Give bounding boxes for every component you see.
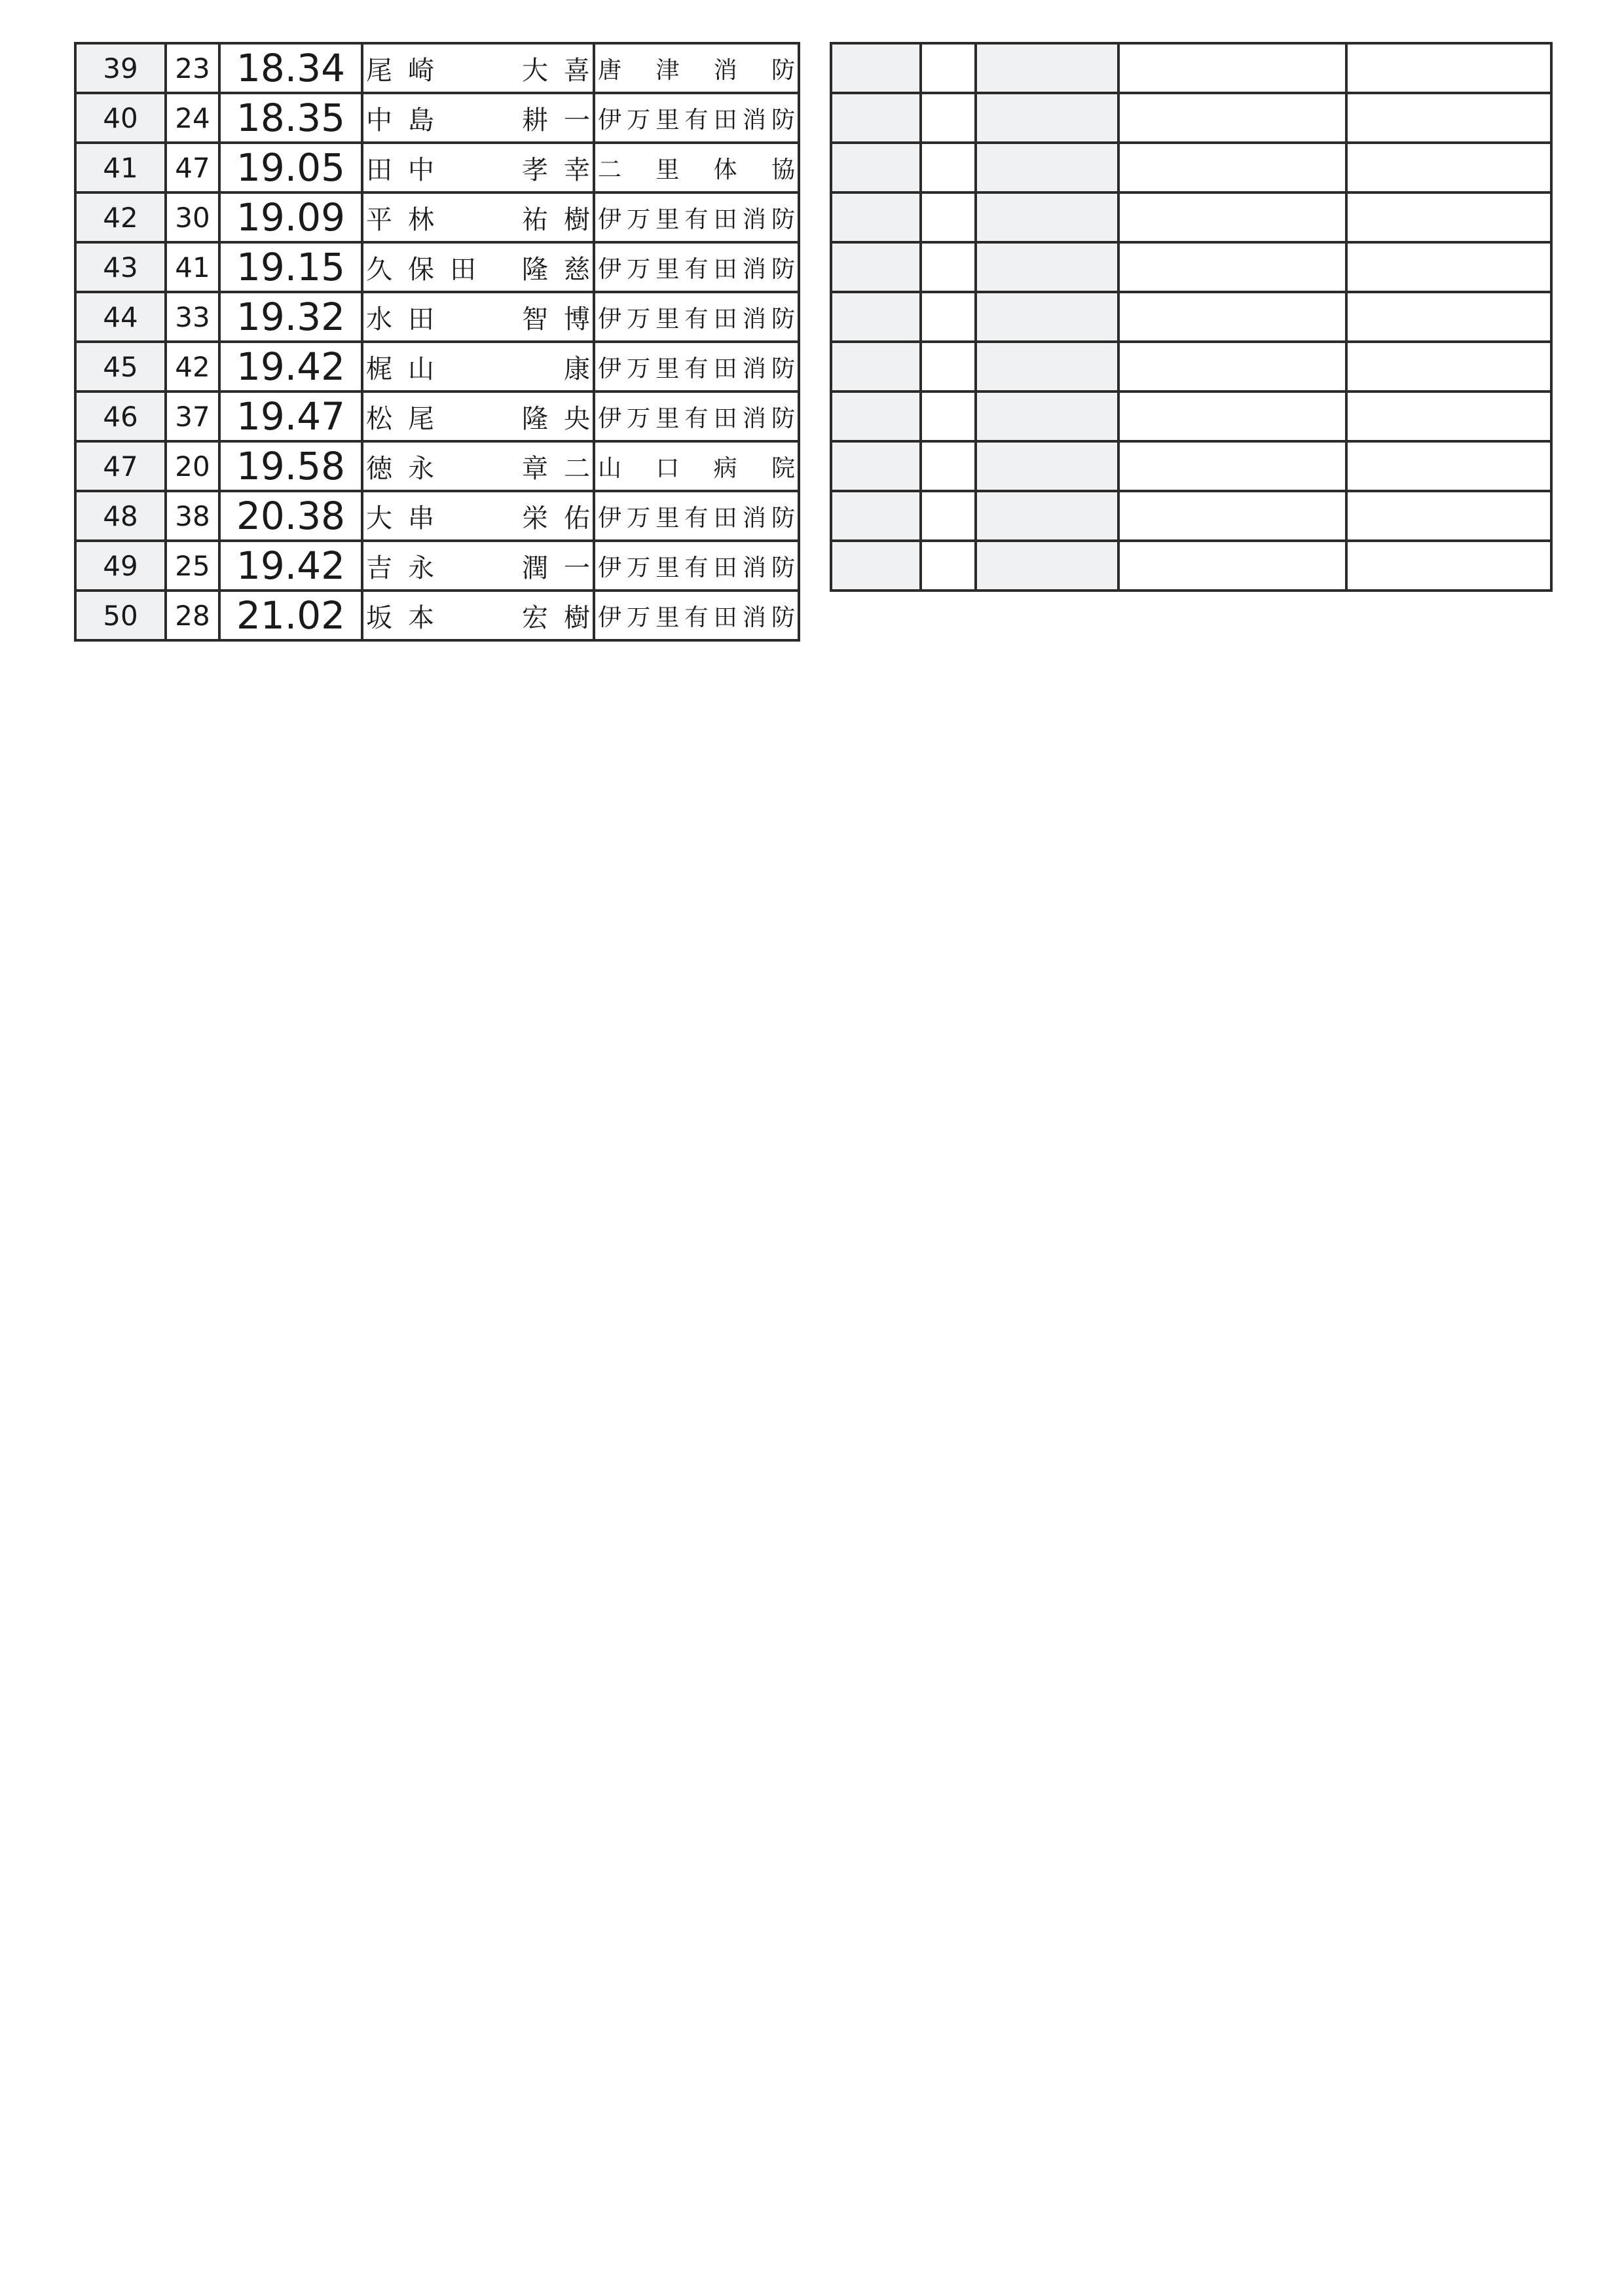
runner-name-cell [362, 93, 594, 143]
runner-name-cell [362, 591, 594, 640]
empty-cell [831, 392, 921, 441]
finish-time-cell [219, 43, 362, 93]
result-row [75, 591, 799, 640]
empty-cell [921, 143, 976, 192]
rank-text: 46 [103, 400, 138, 433]
runner-name-cell [362, 342, 594, 392]
rank-cell [75, 292, 166, 342]
team-cell [594, 93, 799, 143]
empty-row [831, 192, 1551, 242]
finish-time-cell [219, 342, 362, 392]
empty-cell [1118, 491, 1346, 541]
result-row [75, 541, 799, 591]
results-table [74, 42, 800, 642]
finish-time-cell [219, 143, 362, 192]
bib-number-text: 23 [175, 52, 210, 84]
team-text: 伊 万 里 有 田 消 防 [598, 106, 795, 134]
empty-cell [976, 43, 1118, 93]
rank-text: 40 [103, 101, 138, 134]
finish-time-cell [219, 591, 362, 640]
empty-cell [921, 441, 976, 491]
empty-cell [1346, 93, 1551, 143]
empty-row [831, 342, 1551, 392]
empty-cell [921, 242, 976, 292]
empty-cell [831, 491, 921, 541]
rank-cell [75, 242, 166, 292]
empty-cell [1118, 392, 1346, 441]
team-text: 伊 万 里 有 田 消 防 [598, 554, 795, 581]
rank-text: 39 [103, 52, 138, 84]
empty-row [831, 143, 1551, 192]
runner-name-text: 中 島 耕 一 [366, 105, 590, 136]
finish-time-text: 20.38 [236, 494, 346, 538]
finish-time-text: 19.58 [236, 444, 346, 488]
result-row [75, 242, 799, 292]
bib-number-cell [166, 192, 219, 242]
finish-time-text: 19.05 [236, 145, 346, 190]
team-cell [594, 342, 799, 392]
finish-time-cell [219, 242, 362, 292]
empty-cell [976, 192, 1118, 242]
rank-cell [75, 143, 166, 192]
empty-cell [1118, 342, 1346, 392]
rank-cell [75, 591, 166, 640]
runner-name-cell [362, 441, 594, 491]
empty-cell [921, 43, 976, 93]
empty-cell [921, 342, 976, 392]
empty-results-table-body [831, 43, 1551, 591]
empty-cell [976, 541, 1118, 591]
finish-time-text: 19.42 [236, 344, 346, 389]
rank-text: 44 [103, 301, 138, 333]
empty-cell [831, 242, 921, 292]
result-row [75, 43, 799, 93]
rank-text: 42 [103, 201, 138, 234]
rank-cell [75, 192, 166, 242]
result-row [75, 491, 799, 541]
rank-cell [75, 491, 166, 541]
runner-name-text: 水 田 智 博 [366, 304, 590, 335]
bib-number-text: 33 [175, 301, 210, 333]
empty-cell [1118, 441, 1346, 491]
rank-cell [75, 541, 166, 591]
bib-number-text: 28 [175, 599, 210, 632]
finish-time-text: 21.02 [236, 593, 346, 638]
runner-name-cell [362, 43, 594, 93]
empty-row [831, 93, 1551, 143]
empty-cell [1346, 491, 1551, 541]
rank-text: 49 [103, 549, 138, 582]
team-text: 唐 津 消 防 [598, 56, 795, 84]
runner-name-text: 尾 崎 大 喜 [366, 55, 590, 86]
finish-time-text: 18.34 [236, 46, 346, 90]
team-text: 伊 万 里 有 田 消 防 [598, 504, 795, 532]
empty-cell [1118, 93, 1346, 143]
empty-cell [831, 192, 921, 242]
bib-number-text: 24 [175, 101, 210, 134]
team-text: 二 里 体 協 [598, 156, 795, 183]
team-text: 伊 万 里 有 田 消 防 [598, 355, 795, 382]
finish-time-text: 18.35 [236, 96, 346, 140]
finish-time-cell [219, 93, 362, 143]
finish-time-cell [219, 292, 362, 342]
bib-number-text: 47 [175, 151, 210, 184]
empty-cell [976, 491, 1118, 541]
bib-number-cell [166, 143, 219, 192]
team-cell [594, 591, 799, 640]
bib-number-text: 30 [175, 201, 210, 234]
team-cell [594, 541, 799, 591]
empty-cell [1118, 143, 1346, 192]
empty-row [831, 441, 1551, 491]
runner-name-text: 大 串 栄 佑 [366, 503, 590, 534]
empty-cell [1346, 342, 1551, 392]
empty-cell [831, 93, 921, 143]
empty-row [831, 541, 1551, 591]
rank-cell [75, 441, 166, 491]
team-text: 山 口 病 院 [598, 454, 795, 482]
result-row [75, 93, 799, 143]
empty-cell [921, 292, 976, 342]
runner-name-cell [362, 192, 594, 242]
team-text: 伊 万 里 有 田 消 防 [598, 255, 795, 283]
runner-name-text: 田 中 孝 幸 [366, 155, 590, 185]
team-text: 伊 万 里 有 田 消 防 [598, 206, 795, 233]
runner-name-cell [362, 292, 594, 342]
team-cell [594, 292, 799, 342]
finish-time-cell [219, 541, 362, 591]
empty-cell [831, 292, 921, 342]
empty-cell [976, 441, 1118, 491]
runner-name-text: 久 保 田 隆 慈 [366, 254, 590, 285]
bib-number-cell [166, 242, 219, 292]
empty-cell [1346, 292, 1551, 342]
team-text: 伊 万 里 有 田 消 防 [598, 305, 795, 333]
empty-results-table [830, 42, 1553, 592]
empty-cell [976, 392, 1118, 441]
empty-cell [1118, 292, 1346, 342]
finish-time-cell [219, 441, 362, 491]
result-row [75, 441, 799, 491]
empty-cell [1118, 192, 1346, 242]
finish-time-cell [219, 491, 362, 541]
empty-cell [1346, 143, 1551, 192]
finish-time-cell [219, 392, 362, 441]
empty-cell [976, 342, 1118, 392]
runner-name-cell [362, 143, 594, 192]
empty-row [831, 392, 1551, 441]
empty-cell [831, 143, 921, 192]
results-table-body [75, 43, 799, 640]
team-cell [594, 491, 799, 541]
finish-time-text: 19.09 [236, 195, 346, 240]
empty-cell [921, 392, 976, 441]
empty-cell [921, 93, 976, 143]
bib-number-cell [166, 541, 219, 591]
team-text: 伊 万 里 有 田 消 防 [598, 405, 795, 432]
empty-cell [976, 93, 1118, 143]
empty-cell [1346, 242, 1551, 292]
runner-name-cell [362, 242, 594, 292]
bib-number-text: 38 [175, 500, 210, 532]
empty-cell [831, 441, 921, 491]
empty-cell [921, 541, 976, 591]
result-row [75, 192, 799, 242]
finish-time-text: 19.42 [236, 543, 346, 588]
empty-row [831, 292, 1551, 342]
rank-cell [75, 43, 166, 93]
rank-text: 45 [103, 350, 138, 383]
runner-name-text: 梶 山 康 [366, 354, 590, 384]
empty-cell [1346, 43, 1551, 93]
rank-cell [75, 342, 166, 392]
result-row [75, 292, 799, 342]
bib-number-text: 41 [175, 251, 210, 283]
runner-name-text: 松 尾 隆 央 [366, 403, 590, 434]
empty-cell [976, 242, 1118, 292]
empty-cell [1346, 192, 1551, 242]
runner-name-cell [362, 392, 594, 441]
rank-text: 41 [103, 151, 138, 184]
finish-time-cell [219, 192, 362, 242]
result-row [75, 342, 799, 392]
bib-number-cell [166, 93, 219, 143]
finish-time-text: 19.15 [236, 245, 346, 289]
empty-cell [921, 491, 976, 541]
bib-number-cell [166, 43, 219, 93]
team-cell [594, 143, 799, 192]
empty-cell [976, 292, 1118, 342]
bib-number-cell [166, 591, 219, 640]
empty-cell [831, 342, 921, 392]
team-text: 伊 万 里 有 田 消 防 [598, 604, 795, 631]
finish-time-text: 19.47 [236, 394, 346, 439]
result-row [75, 143, 799, 192]
runner-name-text: 坂 本 宏 樹 [366, 602, 590, 633]
rank-text: 43 [103, 251, 138, 283]
bib-number-cell [166, 491, 219, 541]
empty-cell [1346, 441, 1551, 491]
bib-number-cell [166, 342, 219, 392]
empty-cell [976, 143, 1118, 192]
bib-number-cell [166, 392, 219, 441]
empty-cell [921, 192, 976, 242]
team-cell [594, 192, 799, 242]
rank-text: 48 [103, 500, 138, 532]
finish-time-text: 19.32 [236, 295, 346, 339]
runner-name-text: 平 林 祐 樹 [366, 204, 590, 235]
result-row [75, 392, 799, 441]
runner-name-text: 吉 永 潤 一 [366, 553, 590, 583]
team-cell [594, 242, 799, 292]
team-cell [594, 392, 799, 441]
empty-row [831, 43, 1551, 93]
bib-number-text: 37 [175, 400, 210, 433]
empty-cell [831, 43, 921, 93]
bib-number-text: 25 [175, 549, 210, 582]
rank-cell [75, 392, 166, 441]
empty-cell [1346, 541, 1551, 591]
empty-row [831, 491, 1551, 541]
runner-name-text: 徳 永 章 二 [366, 453, 590, 484]
team-cell [594, 43, 799, 93]
empty-cell [1118, 541, 1346, 591]
rank-text: 50 [103, 599, 138, 632]
team-cell [594, 441, 799, 491]
empty-cell [1346, 392, 1551, 441]
empty-cell [1118, 242, 1346, 292]
rank-text: 47 [103, 450, 138, 483]
bib-number-text: 20 [175, 450, 210, 483]
bib-number-text: 42 [175, 350, 210, 383]
bib-number-cell [166, 292, 219, 342]
empty-cell [831, 541, 921, 591]
rank-cell [75, 93, 166, 143]
empty-row [831, 242, 1551, 292]
bib-number-cell [166, 441, 219, 491]
runner-name-cell [362, 491, 594, 541]
empty-cell [1118, 43, 1346, 93]
runner-name-cell [362, 541, 594, 591]
